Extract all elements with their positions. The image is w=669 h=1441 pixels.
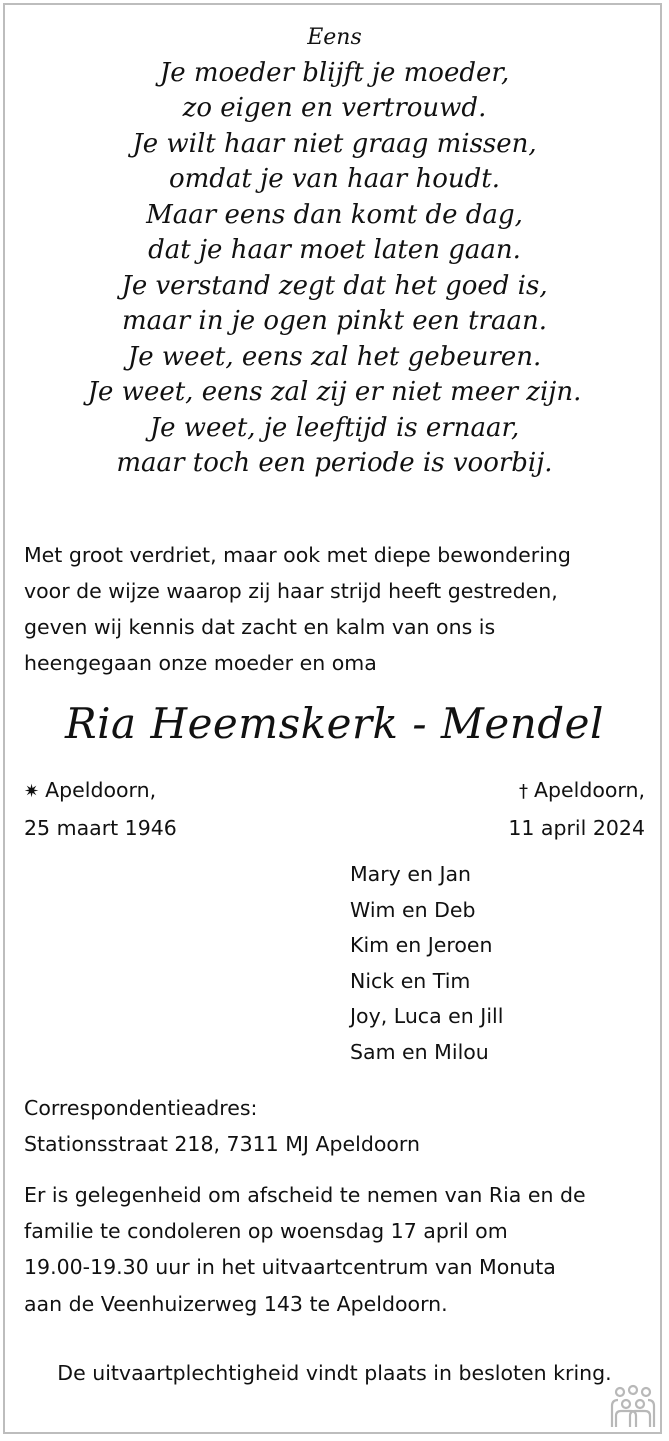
birth-place: Apeldoorn, (45, 778, 157, 802)
intro-line: geven wij kennis dat zacht en kalm van ons is (24, 615, 496, 639)
family-member: Kim en Jeroen (350, 933, 493, 957)
poem-line: Je verstand zegt dat het goed is, (121, 270, 548, 301)
condolence-line: familie te condoleren op woensdag 17 april om (24, 1219, 508, 1244)
family-list (350, 857, 503, 1070)
intro-line: voor de wijze waarop zij haar strijd heeft gestreden, (24, 579, 558, 603)
birth-date: 25 maart 1946 (24, 816, 177, 840)
poem-title: Eens (307, 25, 362, 50)
people-group-icon (608, 1384, 658, 1430)
poem-line: maar in je ogen pinkt een traan. (122, 306, 547, 336)
poem-line: Je weet, je leeftijd is ernaar, (149, 412, 520, 443)
address-label: Correspondentieadres: (24, 1096, 258, 1120)
star-icon: ✷ (24, 781, 40, 802)
poem-line: Je weet, eens zal zij er niet meer zijn. (87, 377, 582, 407)
poem (0, 20, 669, 482)
poem-line: Je wilt haar niet graag missen, (132, 128, 537, 159)
condolence-line: aan de Veenhuizerweg 143 te Apeldoorn. (24, 1291, 448, 1316)
poem-line: Je weet, eens zal het gebeuren. (127, 341, 542, 372)
announcement-intro (24, 537, 654, 681)
death-info (508, 772, 645, 846)
family-member: Nick en Tim (350, 968, 471, 993)
intro-line: Met groot verdriet, maar ook met diepe bewondering (24, 543, 571, 567)
condolence-line: Er is gelegenheid om afscheid te nemen van Ria en de (24, 1183, 586, 1207)
address-value: Stationsstraat 218, 7311 MJ Apeldoorn (24, 1132, 420, 1156)
condolence-info (24, 1177, 586, 1322)
cross-icon: † (518, 781, 528, 802)
poem-line: Je moeder blijft je moeder, (159, 57, 510, 88)
deceased-name: Ria Heemskerk - Mendel (65, 699, 604, 748)
death-place: Apeldoorn, (533, 778, 645, 802)
condolence-line: 19.00-19.30 uur in het uitvaartcentrum van Monuta (24, 1255, 556, 1280)
family-member: Wim en Deb (350, 897, 476, 922)
poem-line: dat je haar moet laten gaan. (148, 235, 521, 265)
poem-line: omdat je van haar houdt. (168, 164, 501, 194)
family-member: Mary en Jan (350, 862, 472, 886)
poem-line: maar toch een periode is voorbij. (116, 448, 553, 478)
birth-info (24, 772, 177, 846)
poem-line: Maar eens dan komt de dag, (146, 199, 523, 230)
poem-line: zo eigen en vertrouwd. (182, 93, 487, 123)
family-member: Sam en Milou (350, 1039, 489, 1064)
correspondence-address (24, 1090, 420, 1162)
death-date: 11 april 2024 (508, 816, 645, 840)
closing-note: De uitvaartplechtigheid vindt plaats in besloten kring. (57, 1361, 612, 1385)
intro-line: heengegaan onze moeder en oma (24, 651, 377, 675)
family-member: Joy, Luca en Jill (350, 1004, 504, 1028)
